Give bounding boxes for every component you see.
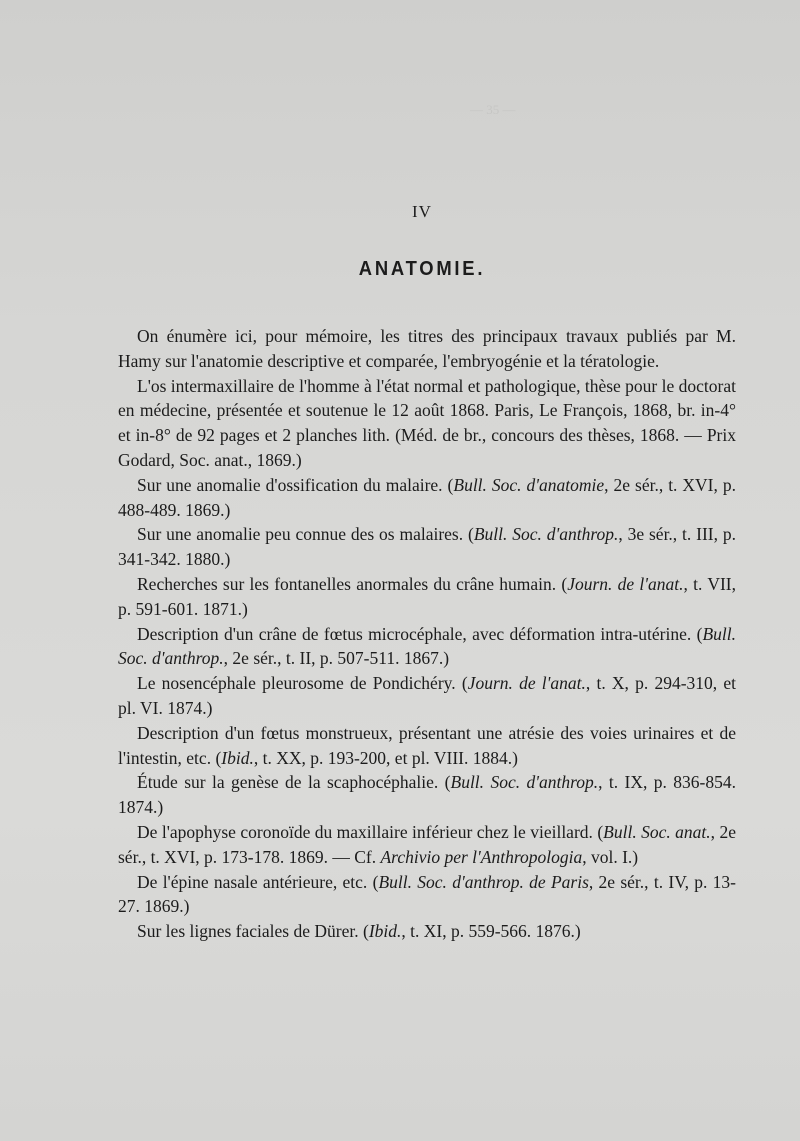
entry-text: , t. X, p. 294-310, et pl. VI. 1874.) — [118, 673, 736, 718]
bibliography-entry — [118, 770, 736, 820]
entry-text: De l'apophyse coronoïde du maxillaire inférieur chez le vieillard. ( — [137, 821, 604, 842]
journal-title: Bull. Soc. anat. — [603, 821, 711, 842]
bibliography-entry — [118, 522, 736, 572]
journal-title: Ibid. — [221, 747, 254, 768]
entry-text: Description d'un fœtus monstrueux, présentant une atrésie des voies urinaires et de l'intestin, etc. ( — [118, 722, 736, 768]
entry-text: , 3e sér., t. III, p. 341-342. 1880.) — [118, 524, 736, 570]
entry-text: , 2e sér., t. XVI, p. 173-178. 1869. — Cf. — [118, 821, 736, 867]
entry-text: , t. IX, p. 836-854. 1874.) — [118, 772, 737, 818]
chapter-number: IV — [412, 202, 432, 221]
journal-title: Bull. Soc. d'anthrop. — [118, 623, 736, 669]
entry-text: Sur une anomalie d'ossification du malaire. ( — [137, 474, 454, 495]
journal-title: Archivio per l'Anthropologia — [380, 846, 583, 867]
entry-text: , t. XX, p. 193-200, et pl. VIII. 1884.) — [253, 747, 518, 768]
entry-text: , t. XI, p. 559-566. 1876.) — [401, 921, 581, 942]
entry-text: L'os intermaxillaire de l'homme à l'état normal et pathologique, thèse pour le doctorat en médecine, présentée et soutenue le 12 août 1868. Paris, Le François, 1868, br. in-4° et in-8° de 92 pages et 2 planches lith. (Méd. de br., concours des thèses, 1868. — Prix Godard, Soc. anat., 1869.) — [118, 375, 736, 470]
entry-text: , vol. I.) — [582, 846, 639, 867]
entry-text: Sur une anomalie peu connue des os malaires. ( — [137, 524, 474, 545]
bibliography-entry — [118, 820, 736, 870]
bibliography-entry — [118, 919, 736, 944]
entry-text: Étude sur la genèse de la scaphocéphalie. ( — [137, 772, 451, 793]
bibliography-entry — [118, 870, 736, 920]
entry-text: De l'épine nasale antérieure, etc. ( — [137, 871, 379, 892]
chapter-title: ANATOMIE. — [358, 258, 486, 280]
entry-text: Le nosencéphale pleurosome de Pondichéry. ( — [137, 673, 468, 694]
bibliography-entry — [118, 721, 736, 771]
journal-title: Ibid. — [368, 921, 402, 942]
bibliography-entry — [118, 473, 736, 523]
entry-text: , t. VII, p. 591-601. 1871.) — [118, 573, 736, 619]
bibliography-list — [118, 324, 736, 944]
journal-title: Bull. Soc. d'anthrop. — [473, 524, 619, 545]
entry-text: , 2e sér., t. XVI, p. 488-489. 1869.) — [118, 474, 736, 520]
entry-text: On énumère ici, pour mémoire, les titres des principaux travaux publiés par M. Hamy sur l'anatomie descriptive et comparée, l'embryogénie et la tératologie. — [118, 326, 736, 371]
entry-text: Recherches sur les fontanelles anormales du crâne humain. ( — [137, 573, 568, 594]
bleed-through-page-number: — 35 — — [470, 102, 516, 117]
bibliography-entry — [118, 622, 736, 672]
journal-title: Bull. Soc. d'anthrop. — [450, 772, 599, 793]
bibliography-entry — [118, 671, 736, 721]
journal-title: Journ. de l'anat. — [467, 673, 586, 694]
journal-title: Bull. Soc. d'anatomie — [453, 474, 605, 495]
entry-text: , 2e sér., t. IV, p. 13-27. 1869.) — [118, 871, 736, 917]
journal-title: Bull. Soc. d'anthrop. de Paris — [378, 871, 589, 892]
bibliography-entry — [118, 374, 736, 473]
intro-paragraph — [118, 324, 736, 374]
entry-text: , 2e sér., t. II, p. 507-511. 1867.) — [223, 648, 450, 669]
entry-text: Description d'un crâne de fœtus microcéphale, avec déformation intra-utérine. ( — [137, 623, 703, 644]
entry-text: Sur les lignes faciales de Dürer. ( — [137, 921, 369, 942]
journal-title: Journ. de l'anat. — [567, 573, 684, 594]
bibliography-entry — [118, 572, 736, 622]
